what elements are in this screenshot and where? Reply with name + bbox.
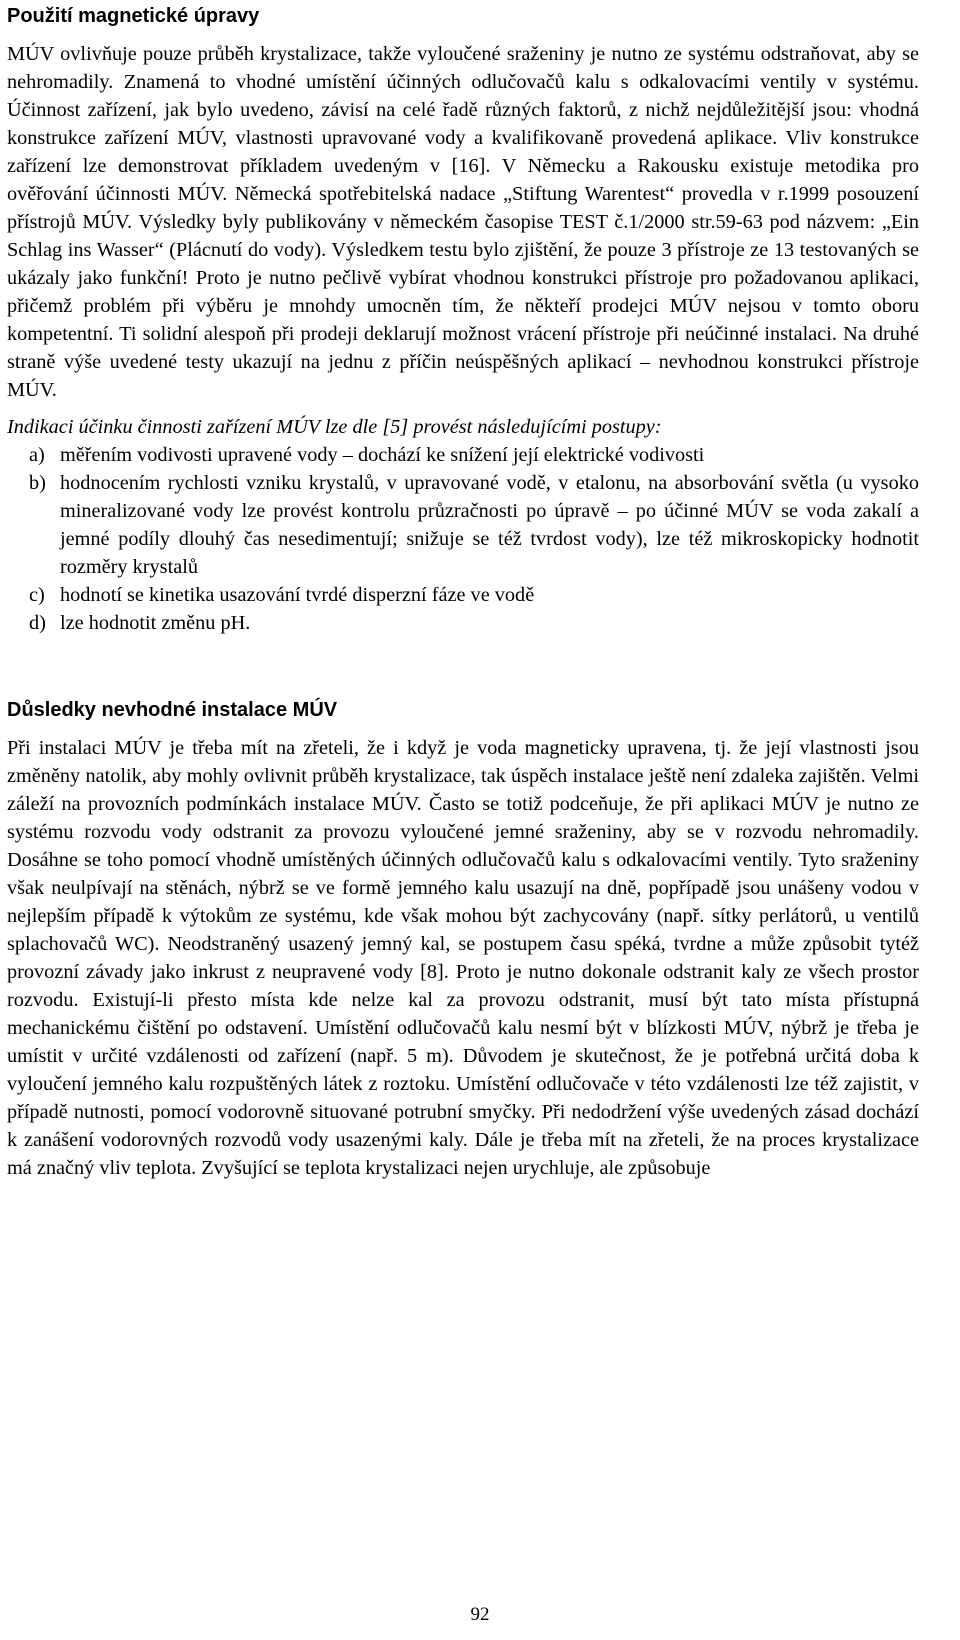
- body-paragraph: MÚV ovlivňuje pouze průběh krystalizace, takže vyloučené sraženiny je nutno ze systému odstraňovat, aby se nehromadily. Znamená to vhodné umístění účinných odlučovačů kalu s odkalovacími ventily v systému. Účinnost zařízení, jak bylo uvedeno, závisí na celé řadě různých faktorů, z nichž nejdůležitější jsou: vhodná konstrukce zařízení MÚV, vlastnosti upravované vody a kvalifikovaně provedená aplikace. Vliv konstrukce zařízení lze demonstrovat příkladem uvedeným v [16]. V Německu a Rakousku existuje metodika pro ověřování účinnosti MÚV. Německá spotřebitelská nadace „Stiftung Warentest“ provedla v r.1999 posouzení přístrojů MÚV. Výsledky byly publikovány v německém časopise TEST č.1/2000 str.59-63 pod názvem: „Ein Schlag ins Wasser“ (Plácnutí do vody). Výsledkem testu bylo zjištění, že pouze 3 přístroje ze 13 testovaných se ukázaly jako funkční! Proto je nutno pečlivě vybírat vhodnou konstrukci přístroje pro požadovanou aplikaci, přičemž problém při výběru je mnohdy umocněn tím, že někteří prodejci MÚV nejsou v tomto oboru kompetentní. Ti solidní alespoň při prodeji deklarují možnost vrácení přístroje při neúčinné instalaci. Na druhé straně výše uvedené testy ukazují na jednu z příčin neúspěšných aplikací – nevhodnou konstrukci přístroje MÚV.: [7, 43, 919, 401]
- page-number: 92: [470, 1604, 490, 1625]
- list-item-text: hodnocením rychlosti vzniku krystalů, v upravované vodě, v etalonu, na absorbování světla (u vysoko mineralizované vody lze provést kontrolu průzračnosti po úpravě – po účinné MÚV se voda zakalí a jemné podíly dlouhý čas nesedimentují; snižuje se též tvrdost vody), lze též mikroskopicky hodnotit rozměry krystalů: [60, 472, 919, 578]
- body-paragraph: Při instalaci MÚV je třeba mít na zřeteli, že i když je voda magneticky upravena, tj. že její vlastnosti jsou změněny natolik, aby mohly ovlivnit průběh krystalizace, tak úspěch instalace ještě není zdaleka zajištěn. Velmi záleží na provozních podmínkách instalace MÚV. Často se totiž podceňuje, že při aplikaci MÚV je nutno ze systému rozvodu vody odstranit za provozu vyloučené jemné sraženiny, aby se v rozvodu nehromadily. Dosáhne se toho pomocí vhodně umístěných účinných odlučovačů kalu s odkalovacími ventily. Tyto sraženiny však neulpívají na stěnách, nýbrž se ve formě jemného kalu usazují na dně, popřípadě jsou unášeny vodou v nejlepším případě k výtokům ze systému, kde však mohou být zachycovány (např. sítky perlátorů, u ventilů splachovačů WC). Neodstraněný usazený jemný kal, se postupem času spéká, tvrdne a může způsobit tytéž provozní závady jako inkrust z neupravené vody [8]. Proto je nutno dokonale odstranit kaly ze všech prostor rozvodu. Existují-li přesto místa kde nelze kal za provozu odstranit, musí být tato místa přístupná mechanickému čištění po odstavení. Umístění odlučovačů kalu nesmí být v blízkosti MÚV, nýbrž je třeba je umístit v určité vzdálenosti od zařízení (např. 5 m). Důvodem je skutečnost, že je potřebná určitá doba k vyloučení jemného kalu rozpuštěných látek z roztoku. Umístění odlučovače v této vzdálenosti lze též zajistit, v případě nutnosti, pomocí vodorovně situované potrubní smyčky. Při nedodržení výše uvedených zásad dochází k zanášení vodorovných rozvodů vody usazenými kaly. Dále je třeba mít na zřeteli, že na proces krystalizace má značný vliv teplota. Zvyšující se teplota krystalizaci nejen urychluje, ale způsobuje: [7, 737, 919, 1179]
- list-marker: b): [29, 472, 46, 494]
- document-page: [7, 2, 919, 1182]
- section-magnetic-treatment: [7, 2, 919, 637]
- list-marker: c): [29, 584, 45, 606]
- list-item-text: měřením vodivosti upravené vody – dochází ke snížení její elektrické vodivosti: [60, 444, 705, 466]
- methods-intro: Indikaci účinku činnosti zařízení MÚV lze dle [5] provést následujícími postupy:: [7, 416, 662, 438]
- list-item-text: hodnotí se kinetika usazování tvrdé disperzní fáze ve vodě: [60, 584, 535, 606]
- list-marker: a): [29, 444, 45, 466]
- list-item-text: lze hodnotit změnu pH.: [60, 612, 251, 634]
- list-item: [7, 609, 919, 637]
- list-item: [7, 469, 919, 581]
- list-marker: d): [29, 612, 46, 634]
- section-improper-installation: [7, 696, 919, 1182]
- section-title: Důsledky nevhodné instalace MÚV: [7, 699, 338, 721]
- section-title: Použití magnetické úpravy: [7, 5, 260, 27]
- methods-list: [7, 441, 919, 637]
- list-item: [7, 441, 919, 469]
- list-item: [7, 581, 919, 609]
